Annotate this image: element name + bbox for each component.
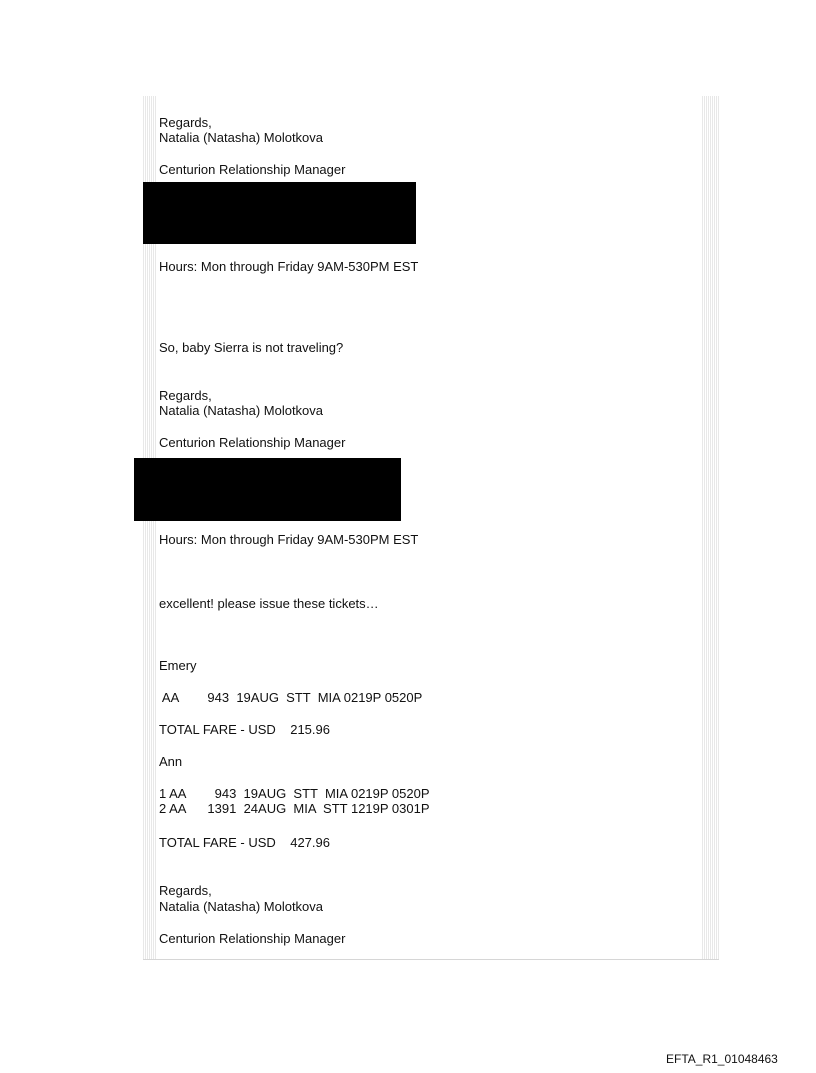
redaction-block [134, 458, 401, 521]
message-request: excellent! please issue these tickets… [159, 596, 379, 611]
signature-hours: Hours: Mon through Friday 9AM-530PM EST [159, 259, 419, 274]
passenger-name-emery: Emery [159, 658, 197, 673]
flight-segment: 2 AA 1391 24AUG MIA STT 1219P 0301P [159, 801, 430, 816]
signature-regards: Regards, [159, 883, 212, 898]
message-question: So, baby Sierra is not traveling? [159, 340, 344, 355]
right-quote-bar [702, 96, 719, 959]
flight-segment: AA 943 19AUG STT MIA 0219P 0520P [159, 690, 423, 705]
signature-role: Centurion Relationship Manager [159, 931, 346, 946]
signature-role: Centurion Relationship Manager [159, 162, 346, 177]
total-fare: TOTAL FARE - USD 215.96 [159, 722, 330, 737]
total-fare: TOTAL FARE - USD 427.96 [159, 835, 330, 850]
signature-regards: Regards, [159, 388, 212, 403]
redaction-block [143, 182, 416, 244]
signature-name: Natalia (Natasha) Molotkova [159, 403, 324, 418]
flight-segment: 1 AA 943 19AUG STT MIA 0219P 0520P [159, 786, 430, 801]
document-id: EFTA_R1_01048463 [666, 1052, 778, 1066]
signature-hours: Hours: Mon through Friday 9AM-530PM EST [159, 532, 419, 547]
signature-regards: Regards, [159, 115, 212, 130]
signature-name: Natalia (Natasha) Molotkova [159, 899, 324, 914]
signature-name: Natalia (Natasha) Molotkova [159, 130, 324, 145]
passenger-name-ann: Ann [159, 754, 183, 769]
signature-role: Centurion Relationship Manager [159, 435, 346, 450]
